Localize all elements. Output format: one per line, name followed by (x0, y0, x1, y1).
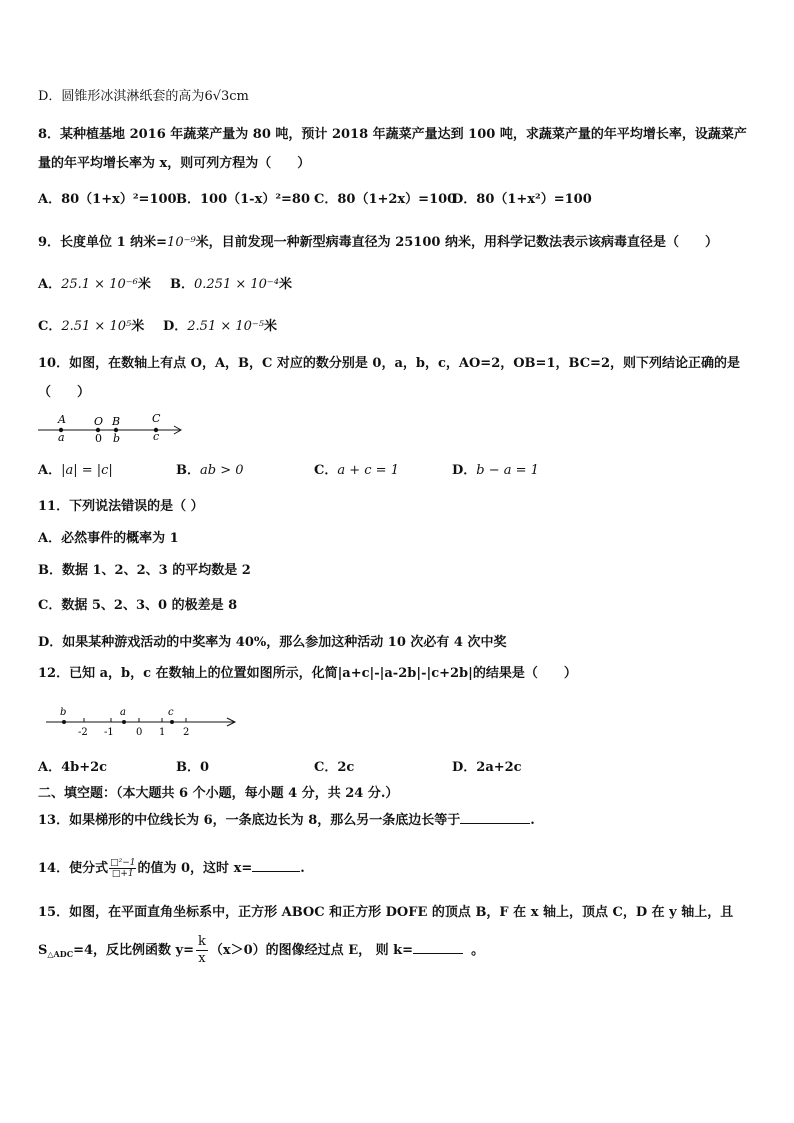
q15-answer-blank[interactable] (413, 940, 463, 954)
q9-option-b-label: B． (170, 277, 194, 292)
q12-option-c: C．2c (314, 760, 355, 775)
q10-value-b: b (113, 432, 121, 445)
q9-option-a (38, 276, 151, 294)
q9-option-d-unit: 米 (264, 319, 278, 334)
q10-option-b (176, 462, 244, 480)
q10-label-c: C (152, 412, 161, 425)
q9-option-d (163, 318, 277, 336)
q10-option-d-expr: b − a = 1 (476, 463, 539, 478)
q12-tick-label-1: 1 (159, 727, 166, 738)
q8-option-b: B．100（1-x）²=80 (176, 192, 310, 207)
q9-option-c (38, 318, 144, 336)
q9-stem-suffix: 米，目前发现一种新型病毒直径为 25100 纳米，用科学记数法表示该病毒直径是（ ） (195, 235, 718, 250)
q10-option-a-label: A． (38, 463, 62, 478)
q13-stem (38, 810, 535, 830)
q9-option-b (170, 276, 292, 294)
q14-answer-blank[interactable] (252, 858, 300, 872)
q10-option-c-label: C． (314, 463, 338, 478)
q15-condition-text: （x＞0）的图像经过点 E， 则 k= (209, 943, 414, 958)
q8-option-a: A．80（1+x）²=100 (38, 192, 177, 207)
q12-point-b (62, 720, 66, 724)
q9-option-c-unit: 米 (131, 319, 145, 334)
section-fill-in-heading: 二、填空题：（本大题共 6 个小题，每小题 4 分，共 24 分.） (38, 786, 399, 801)
q10-option-a (38, 462, 113, 480)
q9-stem-prefix: 9．长度单位 1 纳米= (38, 235, 168, 250)
q15-fraction-denominator: x (198, 951, 206, 966)
q15-mid-text: =4，反比例函数 y= (73, 943, 194, 958)
q11-option-b: B．数据 1、2、2、3 的平均数是 2 (38, 563, 251, 578)
q12-tick-label-neg2: -2 (78, 727, 88, 738)
q12-letter-a: a (120, 707, 126, 718)
q10-option-b-expr: ab > 0 (200, 463, 244, 478)
q14-fraction (109, 858, 136, 879)
q10-label-b: B (112, 415, 121, 428)
q9-stem (38, 234, 718, 252)
q10-stem-line1: 10．如图，在数轴上有点 O，A，B，C 对应的数分别是 0，a，b，c，AO=2，OB=1，BC=2，则下列结论正确的是 (38, 356, 741, 371)
q15-stem-line2 (38, 934, 484, 971)
q14-stem (38, 857, 305, 881)
q14-end: . (300, 861, 305, 876)
q12-point-c (170, 720, 174, 724)
q8-stem-line2: 量的年平均增长率为 x，则可列方程为（ ） (38, 156, 311, 171)
q9-option-c-expr: 2.51 × 10⁵ (61, 319, 132, 334)
q12-letter-b: b (60, 707, 67, 718)
q13-text: 13．如果梯形的中位线长为 6，一条底边长为 8，那么另一条底边长等于 (38, 813, 461, 828)
q10-value-o: 0 (95, 432, 102, 445)
q15-fraction (196, 934, 208, 967)
q10-stem-line2: （ ） (38, 385, 91, 400)
q10-option-d (452, 462, 539, 480)
q12-stem: 12．已知 a，b，c 在数轴上的位置如图所示，化简|a+c|-|a-2b|-|c+2b|的结果是（ ） (38, 666, 577, 681)
q12-option-d: D．2a+2c (452, 760, 522, 775)
q10-value-c: c (153, 430, 160, 443)
q13-end: . (530, 813, 535, 828)
q7-option-d (38, 88, 249, 106)
q13-answer-blank[interactable] (460, 810, 530, 824)
q12-option-b: B．0 (176, 760, 210, 775)
q10-option-c (314, 462, 399, 480)
q7-option-d-label: D．圆锥形冰淇淋纸套的高为 (38, 89, 205, 104)
q14-fraction-denominator: □+1 (111, 869, 134, 879)
q15-end: 。 (471, 943, 485, 958)
q9-nm-expr: 10⁻⁹ (167, 235, 196, 250)
q10-value-a: a (58, 431, 65, 444)
q14-fraction-numerator: □²−1 (110, 858, 136, 868)
q12-option-a: A．4b+2c (38, 760, 108, 775)
q10-label-a: A (58, 413, 66, 426)
q10-option-b-label: B． (176, 463, 200, 478)
q9-option-a-unit: 米 (137, 277, 151, 292)
q10-number-line (36, 410, 186, 446)
q8-stem-line1: 8．某种植基地 2016 年蔬菜产量为 80 吨，预计 2018 年蔬菜产量达到 100 吨，求蔬菜产量的年平均增长率，设蔬菜产 (38, 127, 747, 142)
q8-option-c: C．80（1+2x）=100 (314, 192, 457, 207)
q7-option-d-value: 6√3cm (204, 89, 249, 104)
q9-option-a-label: A． (38, 277, 62, 292)
q9-option-b-expr: 0.251 × 10⁻⁴ (194, 277, 279, 292)
q12-tick-label-0: 0 (136, 727, 143, 738)
q9-option-b-unit: 米 (279, 277, 293, 292)
q12-tick-label-neg1: -1 (104, 727, 114, 738)
q12-number-line (44, 700, 244, 740)
q8-option-d: D．80（1+x²）=100 (452, 192, 592, 207)
q10-label-o: O (94, 415, 104, 428)
q9-option-c-label: C． (38, 319, 62, 334)
q10-option-d-label: D． (452, 463, 477, 478)
q9-option-a-expr: 25.1 × 10⁻⁶ (61, 277, 138, 292)
q11-option-d: D．如果某种游戏活动的中奖率为 40%，那么参加这种活动 10 次必有 4 次中奖 (38, 635, 507, 650)
q11-option-a: A．必然事件的概率为 1 (38, 531, 179, 546)
q12-letter-c: c (168, 707, 174, 718)
q15-stem-line1: 15．如图，在平面直角坐标系中，正方形 ABOC 和正方形 DOFE 的顶点 B，F 在 x 轴上，顶点 C，D 在 y 轴上，且 (38, 905, 734, 920)
q15-area-subscript: △ADC (47, 949, 74, 959)
q9-option-d-label: D． (163, 319, 188, 334)
q10-option-a-expr: |a| = |c| (61, 463, 113, 478)
q14-suffix: 的值为 0，这时 x= (137, 861, 253, 876)
q15-fraction-numerator: k (197, 934, 206, 949)
q14-prefix: 14．使分式 (38, 861, 109, 876)
q12-tick-label-2: 2 (183, 727, 190, 738)
q11-option-c: C．数据 5、2、3、0 的极差是 8 (38, 598, 238, 613)
q12-point-a (122, 720, 126, 724)
q9-option-d-expr: 2.51 × 10⁻⁵ (187, 319, 264, 334)
q11-stem: 11．下列说法错误的是（ ） (38, 499, 204, 514)
q10-option-c-expr: a + c = 1 (337, 463, 399, 478)
q15-area-label: S (38, 943, 48, 958)
